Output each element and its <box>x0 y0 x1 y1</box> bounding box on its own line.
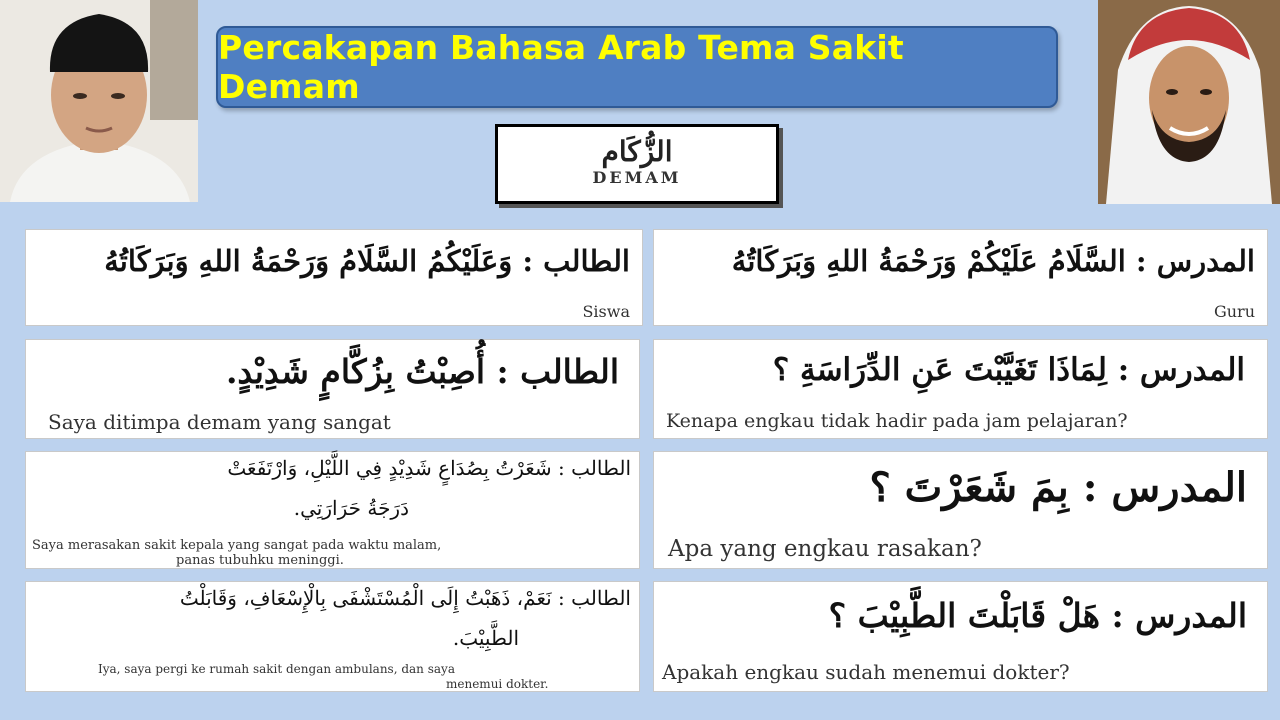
dialogue-translation-continued: menemui dokter. <box>446 677 549 691</box>
page-title: Percakapan Bahasa Arab Tema Sakit Demam <box>218 28 904 106</box>
dialogue-translation: Apa yang engkau rasakan? <box>668 536 982 562</box>
vocab-box <box>495 124 779 204</box>
dialogue-arabic: الطالب : أُصِبْتُ بِزُكَّامٍ شَدِيْدٍ. <box>225 352 619 391</box>
dialogue-arabic: الطالب : شَعَرْتُ بِصُدَاعٍ شَدِيْدٍ فِي اللَّيْلِ، وَارْتَفَعَتْ <box>227 456 631 480</box>
dialogue-translation: Apakah engkau sudah menemui dokter? <box>662 660 1070 684</box>
teacher-portrait-icon <box>1098 0 1280 204</box>
dialogue-card-student-2 <box>25 339 640 439</box>
dialogue-translation: Siswa <box>582 302 630 321</box>
teacher-photo <box>1098 0 1280 204</box>
dialogue-card-teacher-3 <box>653 451 1268 569</box>
dialogue-arabic-continued: دَرَجَةُ حَرَارَتِي. <box>293 496 409 520</box>
dialogue-translation: Kenapa engkau tidak hadir pada jam pelajaran? <box>666 410 1128 432</box>
dialogue-arabic: المدرس : هَلْ قَابَلْتَ الطَّبِيْبَ ؟ <box>828 596 1247 635</box>
dialogue-card-teacher-4 <box>653 581 1268 692</box>
dialogue-arabic: المدرس : السَّلَامُ عَلَيْكُمْ وَرَحْمَةُ اللهِ وَبَرَكَاتُهُ <box>731 244 1255 278</box>
dialogue-translation: Saya ditimpa demam yang sangat <box>48 410 391 434</box>
title-banner <box>216 26 1058 108</box>
dialogue-card-student-4 <box>25 581 640 692</box>
dialogue-card-student-3 <box>25 451 640 569</box>
dialogue-arabic: الطالب : نَعَمْ، ذَهَبْتُ إِلَى الْمُسْتَشْفَى بِالْإِسْعَافِ، وَقَابَلْتُ <box>179 586 631 610</box>
dialogue-translation: Guru <box>1213 302 1255 321</box>
vocab-indonesian: DEMAM <box>592 168 682 187</box>
dialogue-translation-continued: panas tubuhku meninggi. <box>176 553 344 568</box>
student-photo <box>0 0 198 202</box>
dialogue-card-student-1 <box>25 229 643 326</box>
dialogue-arabic: الطالب : وَعَلَيْكُمُ السَّلَامُ وَرَحْمَةُ اللهِ وَبَرَكَاتُهُ <box>104 244 630 278</box>
student-portrait-icon <box>0 0 198 202</box>
dialogue-arabic-continued: الطَّبِيْبَ. <box>452 626 519 650</box>
dialogue-card-teacher-1 <box>653 229 1268 326</box>
vocab-arabic: الزُّكَام <box>601 135 673 168</box>
dialogue-arabic: المدرس : بِمَ شَعَرْتَ ؟ <box>869 464 1247 511</box>
dialogue-translation: Saya merasakan sakit kepala yang sangat pada waktu malam, <box>32 538 442 553</box>
dialogue-card-teacher-2 <box>653 339 1268 439</box>
dialogue-translation: Iya, saya pergi ke rumah sakit dengan ambulans, dan saya <box>98 662 455 676</box>
dialogue-arabic: المدرس : لِمَاذَا تَغَيَّبْتَ عَنِ الدِّرَاسَةِ ؟ <box>772 352 1245 388</box>
